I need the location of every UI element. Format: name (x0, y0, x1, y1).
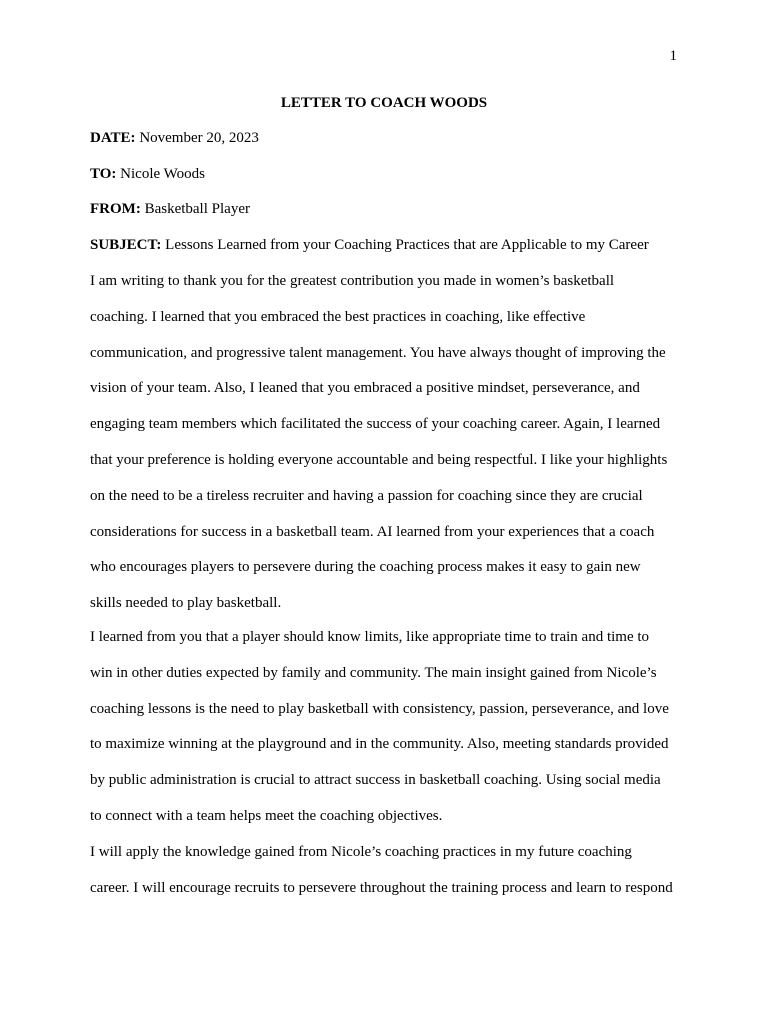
subject-value: Lessons Learned from your Coaching Practices that are Applicable to my Career (165, 237, 649, 253)
paragraph-line: career. I will encourage recruits to persevere throughout the training process and learn to respond (90, 879, 673, 896)
body-paragraph (90, 272, 680, 630)
paragraph-line: coaching. I learned that you embraced the best practices in coaching, like effective (90, 308, 586, 325)
paragraph-line: I learned from you that a player should know limits, like appropriate time to train and time to (90, 629, 650, 645)
body-paragraph (90, 628, 680, 843)
paragraph-line: that your preference is holding everyone accountable and being respectful. I like your highlights (90, 451, 668, 468)
from-label: FROM: (90, 201, 141, 217)
paragraph-line: to maximize winning at the playground and in the community. Also, meeting standards provided (90, 736, 669, 753)
paragraph-line: considerations for success in a basketball team. AI learned from your experiences that a coach (90, 523, 655, 540)
paragraph-line: I am writing to thank you for the greatest contribution you made in women’s basketball (90, 273, 615, 289)
paragraph-line: win in other duties expected by family and community. The main insight gained from Nicole’s (90, 664, 657, 681)
paragraph-line: coaching lessons is the need to play basketball with consistency, passion, perseverance, and love (90, 700, 669, 717)
date-value: November 20, 2023 (139, 130, 259, 146)
letter-title: LETTER TO COACH WOODS (280, 95, 488, 111)
paragraph-line: I will apply the knowledge gained from Nicole’s coaching practices in my future coaching (90, 844, 632, 860)
to-label: TO: (90, 166, 117, 182)
subject-label: SUBJECT: (90, 237, 162, 253)
subject-field (90, 236, 649, 254)
body-paragraph (90, 843, 680, 915)
paragraph-line: engaging team members which facilitated the success of your coaching career. Again, I learned (90, 416, 661, 433)
page-number: 1 (669, 48, 677, 64)
from-field (90, 200, 250, 218)
paragraph-line: on the need to be a tireless recruiter and having a passion for coaching since they are crucial (90, 487, 643, 504)
paragraph-line: skills needed to play basketball. (90, 595, 282, 612)
paragraph-line: who encourages players to persevere during the coaching process makes it easy to gain new (90, 559, 641, 576)
to-field (90, 165, 205, 183)
paragraph-line: communication, and progressive talent management. You have always thought of improving the (90, 344, 666, 361)
paragraph-line: by public administration is crucial to attract success in basketball coaching. Using social media (90, 772, 661, 789)
date-field (90, 129, 259, 147)
paragraph-line: to connect with a team helps meet the coaching objectives. (90, 807, 443, 824)
date-label: DATE: (90, 130, 136, 146)
from-value: Basketball Player (144, 201, 250, 217)
paragraph-line: vision of your team. Also, I leaned that you embraced a positive mindset, perseverance, and (90, 380, 640, 397)
to-value: Nicole Woods (120, 166, 205, 182)
